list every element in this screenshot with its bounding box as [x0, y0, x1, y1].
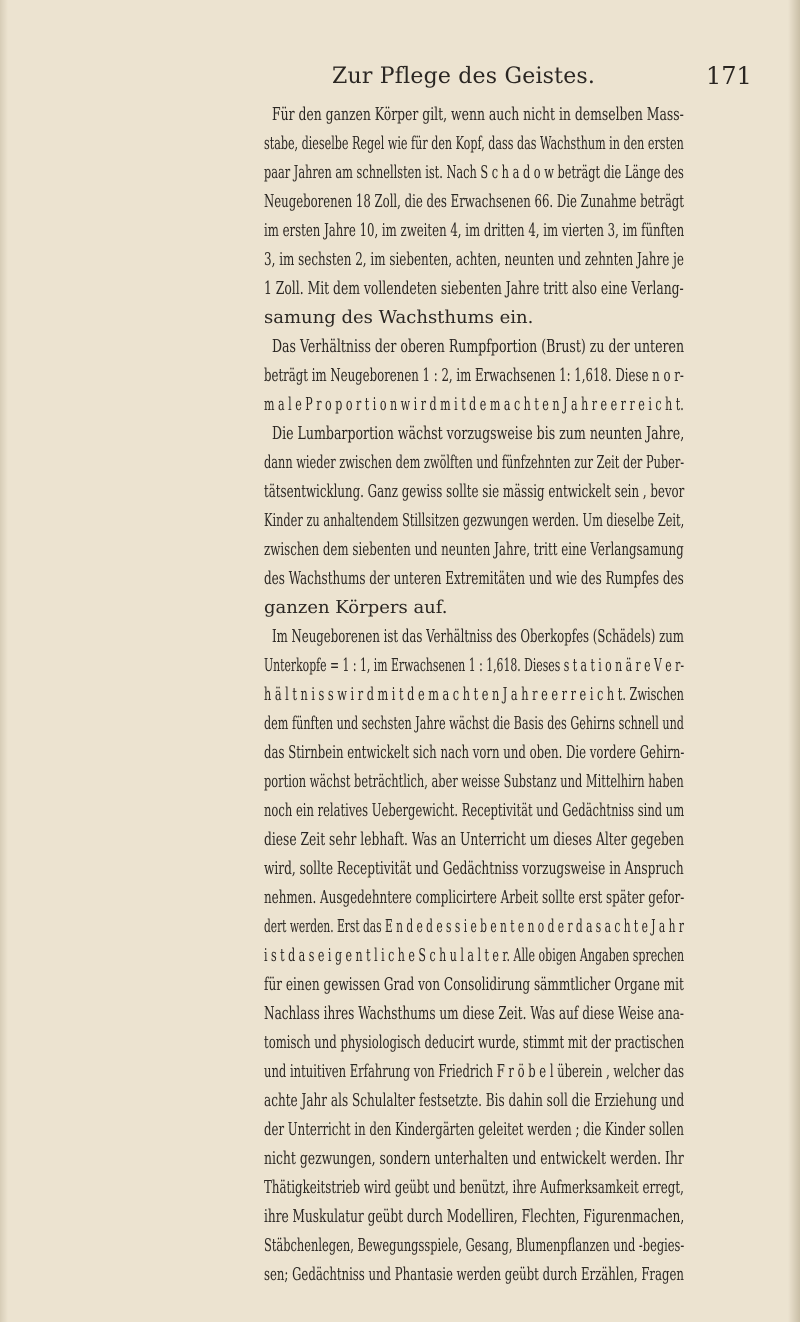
text-line: Kinder zu anhaltendem Stillsitzen gezwungen werden. Um dieselbe Zeit,	[264, 510, 685, 531]
text-line: ihre Muskulatur geübt durch Modelliren, Flechten, Figurenmachen,	[264, 1206, 685, 1227]
page-edge-shadow	[788, 0, 800, 1322]
text-line: Thätigkeitstrieb wird geübt und benützt, ihre Aufmerksamkeit erregt,	[264, 1177, 684, 1198]
text-line: dann wieder zwischen dem zwölften und fünfzehnten zur Zeit der Puber-	[264, 452, 685, 473]
text-line: 1 Zoll. Mit dem vollendeten siebenten Jahre tritt also eine Verlang-	[264, 278, 684, 299]
text-line: tätsentwicklung. Ganz gewiss sollte sie mässig entwickelt sein , bevor	[264, 481, 685, 502]
text-line: dert werden. Erst das E n d e d e s s i e b e n t e n o d e r d a s a c h t e J a h r	[264, 916, 684, 937]
text-line: diese Zeit sehr lebhaft. Was an Unterricht um dieses Alter gegeben	[264, 829, 684, 850]
text-line: achte Jahr als Schulalter festsetzte. Bis dahin soll die Erziehung und	[264, 1090, 685, 1111]
running-head	[0, 62, 800, 96]
text-line: Nachlass ihres Wachsthums um diese Zeit. Was auf diese Weise ana-	[264, 1003, 685, 1024]
page-gutter-shadow	[0, 0, 8, 1322]
text-line: Stäbchenlegen, Bewegungsspiele, Gesang, Blumenpflanzen und -begies-	[264, 1235, 685, 1256]
running-title: Zur Pflege des Geistes.	[332, 64, 596, 89]
text-line: des Wachsthums der unteren Extremitäten und wie des Rumpfes des	[264, 568, 684, 589]
text-line: stabe, dieselbe Regel wie für den Kopf, dass das Wachsthum in den ersten	[264, 133, 684, 154]
text-line: h ä l t n i s s w i r d m i t d e m a c h t e n J a h r e e r r e i c h t. Zwischen	[264, 684, 684, 705]
text-line: Unterkopfe = 1 : 1, im Erwachsenen 1 : 1,618. Dieses s t a t i o n ä r e V e r-	[264, 655, 685, 676]
text-line: sen; Gedächtniss und Phantasie werden geübt durch Erzählen, Fragen	[264, 1264, 684, 1285]
text-line: Das Verhältniss der oberen Rumpfportion (Brust) zu der unteren	[272, 336, 685, 357]
text-line: dem fünften und sechsten Jahre wächst die Basis des Gehirns schnell und	[264, 713, 684, 734]
text-line: noch ein relatives Uebergewicht. Receptivität und Gedächtniss sind um	[264, 800, 685, 821]
text-line: und intuitiven Erfahrung von Friedrich F r ö b e l überein , welcher das	[264, 1061, 685, 1082]
page-number: 171	[706, 62, 752, 90]
text-line: nehmen. Ausgedehntere complicirtere Arbeit sollte erst später gefor-	[264, 887, 685, 908]
text-line: ganzen Körpers auf.	[264, 597, 448, 618]
text-line: im ersten Jahre 10, im zweiten 4, im dritten 4, im vierten 3, im fünften	[264, 220, 685, 241]
text-line: Im Neugeborenen ist das Verhältniss des Oberkopfes (Schädels) zum	[272, 626, 684, 647]
text-line: Für den ganzen Körper gilt, wenn auch nicht in demselben Mass-	[272, 104, 684, 125]
text-line: zwischen dem siebenten und neunten Jahre, tritt eine Verlangsamung	[264, 539, 684, 560]
text-line: wird, sollte Receptivität und Gedächtniss vorzugsweise in Anspruch	[264, 858, 684, 879]
text-line: Die Lumbarportion wächst vorzugsweise bis zum neunten Jahre,	[272, 423, 685, 444]
text-line: für einen gewissen Grad von Consolidirung sämmtlicher Organe mit	[264, 974, 684, 995]
text-line: beträgt im Neugeborenen 1 : 2, im Erwachsenen 1: 1,618. Diese n o r-	[264, 365, 684, 386]
text-line: 3, im sechsten 2, im siebenten, achten, neunten und zehnten Jahre je	[264, 249, 684, 270]
text-line: Neugeborenen 18 Zoll, die des Erwachsenen 66. Die Zunahme beträgt	[264, 191, 684, 212]
text-line: samung des Wachsthums ein.	[264, 307, 534, 328]
text-line: das Stirnbein entwickelt sich nach vorn und oben. Die vordere Gehirn-	[264, 742, 685, 763]
text-line: tomisch und physiologisch deducirt wurde, stimmt mit der practischen	[264, 1032, 685, 1053]
text-line: nicht gezwungen, sondern unterhalten und entwickelt werden. Ihr	[264, 1148, 684, 1169]
text-line: i s t d a s e i g e n t l i c h e S c h u l a l t e r. Alle obigen Angaben sprechen	[264, 945, 685, 966]
text-line: m a l e P r o p o r t i o n w i r d m i t d e m a c h t e n J a h r e e r r e i c h t.	[264, 394, 684, 415]
text-line: der Unterricht in den Kindergärten geleitet werden ; die Kinder sollen	[264, 1119, 684, 1140]
text-line: paar Jahren am schnellsten ist. Nach S c h a d o w beträgt die Länge des	[264, 162, 684, 183]
text-line: portion wächst beträchtlich, aber weisse Substanz und Mittelhirn haben	[264, 771, 684, 792]
